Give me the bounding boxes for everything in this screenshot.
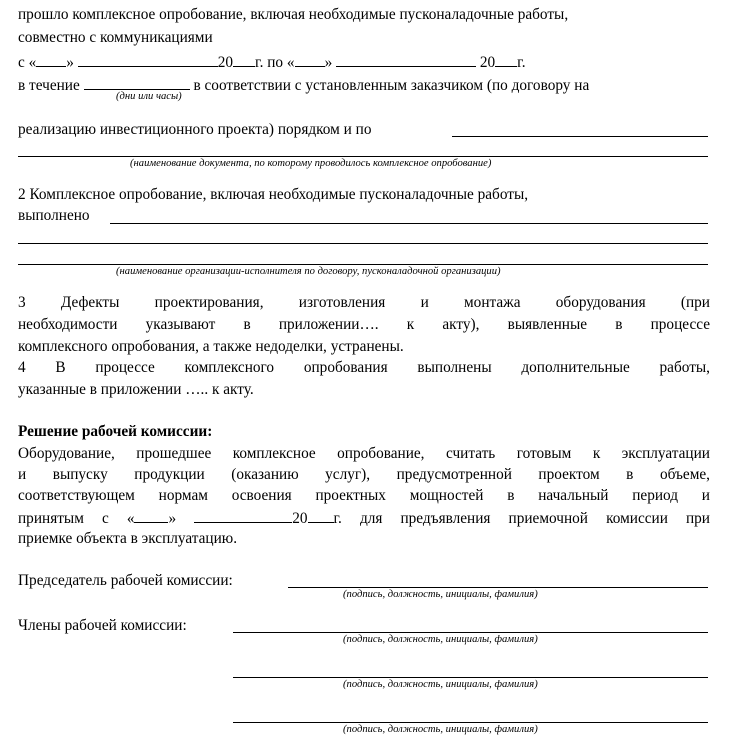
decision-line-5: приемке объекта в эксплуатацию. (18, 530, 238, 547)
item3-line-3: комплексного опробования, а также недоделки, устранены. (18, 338, 404, 355)
member-signature-caption-2: (подпись, должность, инициалы, фамилия) (343, 679, 538, 690)
during-suffix: в соответствии с установленным заказчиком (по договору на (193, 77, 590, 94)
item3-line-2: необходимости указывают в приложении…. к акту), выявленные в процессе (18, 316, 710, 333)
doc-name-blank-1[interactable] (452, 136, 708, 137)
duration-blank[interactable] (84, 75, 190, 90)
during-prefix: в течение (18, 77, 80, 94)
members-label: Члены рабочей комиссии: (18, 617, 187, 634)
decision-heading: Решение рабочей комиссии: (18, 423, 213, 440)
doc-name-blank-2[interactable] (18, 156, 708, 157)
org-name-blank-1[interactable] (110, 223, 708, 224)
chairman-signature-caption: (подпись, должность, инициалы, фамилия) (343, 589, 538, 600)
intro-line-2: совместно с коммуникациями (18, 29, 213, 46)
days-caption: (дни или часы) (116, 91, 182, 102)
item2-line-2: выполнено (18, 207, 90, 224)
member-signature-caption-3: (подпись, должность, инициалы, фамилия) (343, 724, 538, 735)
chairman-label: Председатель рабочей комиссии: (18, 572, 233, 589)
org-name-blank-3[interactable] (18, 264, 708, 265)
accepted-year-blank[interactable] (308, 508, 334, 523)
intro-line-5: реализацию инвестиционного проекта) порядком и по (18, 121, 372, 138)
start-month-blank[interactable] (78, 52, 218, 67)
member-signature-line-1[interactable] (233, 632, 708, 633)
decision-line-3: соответствующем нормам освоения проектных мощностей в начальный период и (18, 487, 710, 504)
decision-line-4 (18, 508, 710, 528)
doc-caption: (наименование документа, по которому проводилось комплексное опробование) (130, 158, 492, 169)
member-signature-line-3[interactable] (233, 722, 708, 723)
decision-line-2: и выпуску продукции (оказанию услуг), предусмотренной проектом в объеме, (18, 466, 710, 483)
accepted-month-blank[interactable] (194, 508, 292, 523)
org-caption: (наименование организации-исполнителя по договору, пусконаладочной организации) (116, 266, 501, 277)
item4-line-2: указанные в приложении ….. к акту. (18, 381, 254, 398)
year-suffix-2: г. (517, 54, 526, 71)
start-year-blank[interactable] (233, 52, 255, 67)
intro-line-1: прошло комплексное опробование, включая необходимые пусконаладочные работы, (18, 6, 569, 23)
accepted-day-blank[interactable] (134, 508, 168, 523)
from-prefix: с « (18, 54, 37, 71)
member-signature-caption-1: (подпись, должность, инициалы, фамилия) (343, 634, 538, 645)
org-name-blank-2[interactable] (18, 243, 708, 244)
quote-close-2: » (324, 54, 333, 71)
end-year-blank[interactable] (495, 52, 517, 67)
accepted-year-prefix: 20 (292, 510, 308, 527)
year-prefix-1: 20 (217, 54, 234, 71)
item3-line-1: 3 Дефекты проектирования, изготовления и монтажа оборудования (при (18, 294, 710, 311)
during-line (18, 75, 589, 95)
member-signature-line-2[interactable] (233, 677, 708, 678)
date-range-line (18, 52, 526, 72)
start-day-blank[interactable] (36, 52, 66, 67)
end-month-blank[interactable] (336, 52, 476, 67)
item2-line-1: 2 Комплексное опробование, включая необходимые пусконаладочные работы, (18, 186, 529, 203)
chairman-signature-line[interactable] (288, 587, 708, 588)
accepted-suffix: г. для предъявления приемочной комиссии при (333, 510, 710, 527)
accepted-quote: » (168, 510, 177, 527)
item4-line-1: 4 В процессе комплексного опробования выполнены дополнительные работы, (18, 359, 710, 376)
quote-close-1: » (66, 54, 74, 71)
year-prefix-2: 20 (479, 54, 496, 71)
accepted-prefix: принятым с « (18, 510, 135, 527)
decision-line-1: Оборудование, прошедшее комплексное опробование, считать готовым к эксплуатации (18, 445, 710, 462)
end-day-blank[interactable] (295, 52, 325, 67)
year-suffix-1: г. по « (255, 54, 295, 71)
